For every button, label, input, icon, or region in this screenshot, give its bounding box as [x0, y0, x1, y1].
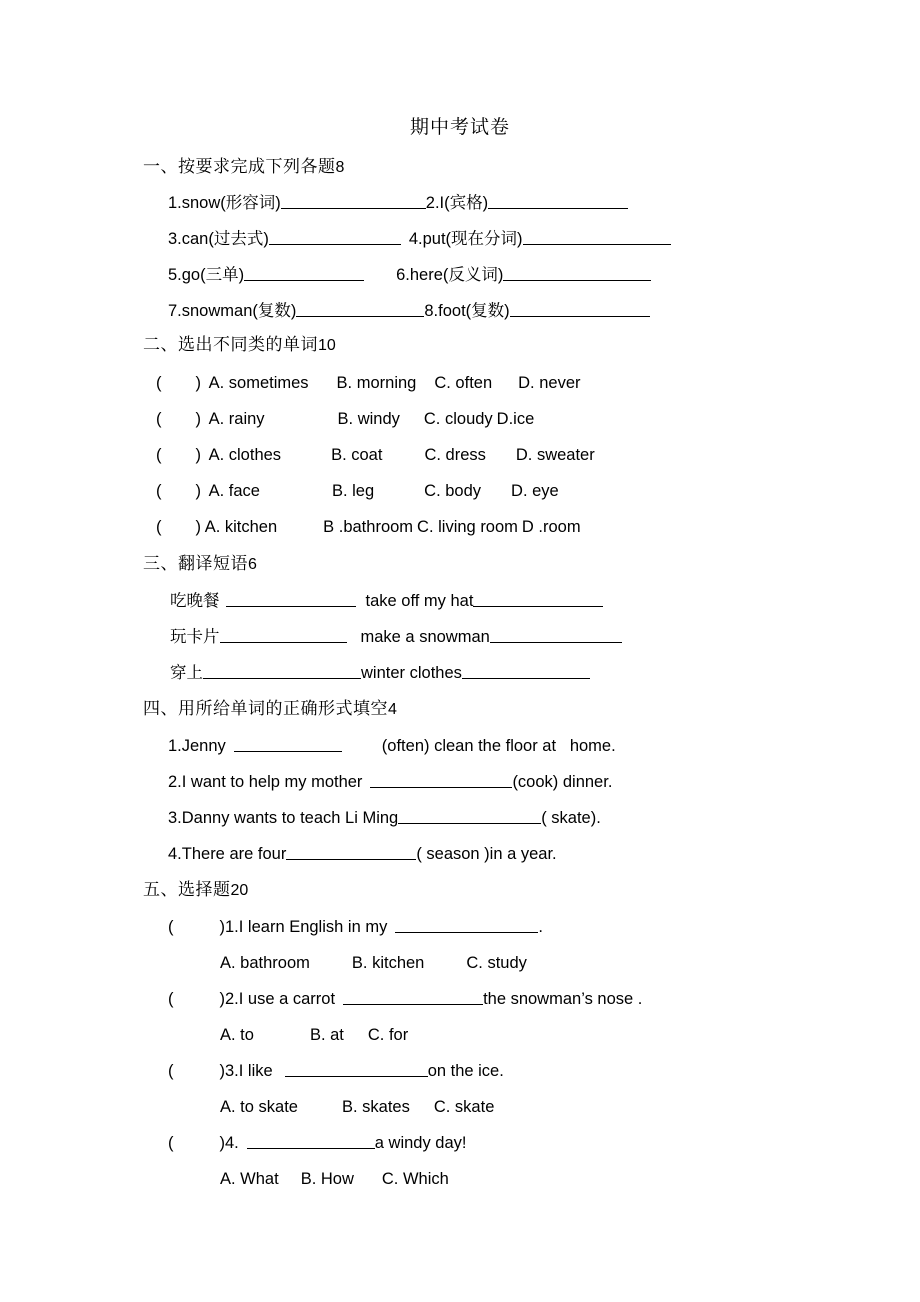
- q5-label: 5.go(三单): [168, 266, 245, 284]
- q6-blank[interactable]: [503, 266, 651, 281]
- answer-blank[interactable]: [247, 1134, 375, 1149]
- answer-blank[interactable]: [286, 845, 416, 860]
- section-5-item-2-stem: [168, 988, 642, 1010]
- stem-post: a windy day!: [374, 1134, 467, 1152]
- option-a[interactable]: A. bathroom: [220, 954, 310, 972]
- sentence-pre: 3.Danny wants to teach Li Ming: [168, 809, 399, 827]
- phrase-cn: 穿上: [170, 663, 203, 682]
- answer-bracket[interactable]: ( ): [168, 918, 225, 936]
- section-2-item-3: [156, 444, 595, 466]
- q3-blank[interactable]: [269, 230, 401, 245]
- answer-blank[interactable]: [370, 773, 512, 788]
- option-b[interactable]: B. leg: [331, 482, 375, 500]
- option-d[interactable]: D. sweater: [515, 446, 595, 464]
- section-2-item-2: [156, 408, 534, 430]
- section-4-item-2: [168, 771, 612, 793]
- section-1-row-1: [168, 192, 628, 214]
- section-4-points: 4: [388, 701, 397, 718]
- option-b[interactable]: B .bathroom: [323, 518, 414, 536]
- section-2-item-4: [156, 480, 559, 502]
- phrase-blank[interactable]: [462, 664, 590, 679]
- q4-blank[interactable]: [523, 230, 671, 245]
- section-3-heading-text: 三、翻译短语: [143, 554, 248, 573]
- section-5-item-1-options: [220, 952, 527, 974]
- q5-blank[interactable]: [244, 266, 364, 281]
- answer-blank[interactable]: [285, 1062, 428, 1077]
- section-4-item-1: [168, 735, 616, 757]
- option-c[interactable]: C. living room: [417, 518, 518, 536]
- section-5-item-2-options: [220, 1024, 408, 1046]
- phrase-blank[interactable]: [220, 628, 347, 643]
- q7-label: 7.snowman(复数): [168, 302, 297, 320]
- q2-label: 2.I(宾格): [425, 194, 489, 212]
- option-d[interactable]: D. eye: [511, 482, 559, 500]
- phrase-cn: 吃晚餐: [170, 591, 220, 610]
- option-b[interactable]: B. coat: [331, 446, 383, 464]
- option-c[interactable]: C. often: [434, 374, 493, 392]
- answer-blank[interactable]: [234, 737, 342, 752]
- q8-blank[interactable]: [510, 302, 650, 317]
- sentence-post: (cook) dinner.: [512, 773, 613, 791]
- phrase-blank[interactable]: [226, 592, 356, 607]
- stem-post: on the ice.: [427, 1062, 504, 1080]
- section-3-heading: [143, 552, 257, 577]
- option-b[interactable]: B. skates: [341, 1098, 410, 1116]
- answer-bracket[interactable]: ( ): [156, 446, 201, 464]
- q1-blank[interactable]: [281, 194, 426, 209]
- section-4-item-4: [168, 843, 557, 865]
- phrase-blank[interactable]: [203, 664, 361, 679]
- stem-pre: 4.: [225, 1134, 239, 1152]
- q2-blank[interactable]: [488, 194, 628, 209]
- option-d[interactable]: D .room: [521, 518, 581, 536]
- answer-bracket[interactable]: ( ): [156, 374, 201, 392]
- section-4-heading-text: 四、用所给单词的正确形式填空: [143, 699, 388, 718]
- section-1-heading: [143, 155, 344, 180]
- option-a[interactable]: A. face: [208, 482, 260, 500]
- sentence-pre: 4.There are four: [168, 845, 287, 863]
- section-1-row-2: [168, 228, 671, 250]
- q8-label: 8.foot(复数): [424, 302, 510, 320]
- answer-bracket[interactable]: ( ): [156, 518, 201, 536]
- option-b[interactable]: B. at: [309, 1026, 344, 1044]
- option-a[interactable]: A. to: [220, 1026, 254, 1044]
- sentence-pre: 2.I want to help my mother: [168, 773, 363, 791]
- q6-label: 6.here(反义词): [396, 266, 504, 284]
- answer-bracket[interactable]: ( ): [156, 482, 201, 500]
- q7-blank[interactable]: [296, 302, 424, 317]
- section-5-item-4-options: [220, 1168, 449, 1190]
- section-5-heading: [143, 878, 248, 903]
- option-c[interactable]: C. dress: [424, 446, 486, 464]
- stem-pre: 2.I use a carrot: [225, 990, 336, 1008]
- phrase-en: take off my hat: [365, 592, 474, 610]
- section-2-heading: [143, 333, 336, 358]
- option-b[interactable]: B. morning: [336, 374, 417, 392]
- section-1-row-4: [168, 300, 650, 322]
- phrase-blank[interactable]: [473, 592, 603, 607]
- stem-pre: 3.I like: [225, 1062, 273, 1080]
- answer-bracket[interactable]: ( ): [156, 410, 201, 428]
- section-3-item-1: [170, 590, 603, 612]
- section-5-item-3-options: [220, 1096, 494, 1118]
- answer-bracket[interactable]: ( ): [168, 990, 225, 1008]
- option-a[interactable]: A. rainy: [208, 410, 265, 428]
- section-1-points: 8: [335, 159, 345, 176]
- page-title: 期中考试卷: [409, 117, 510, 138]
- section-4-item-3: [168, 807, 601, 829]
- section-5-heading-text: 五、选择题: [143, 880, 231, 899]
- option-d[interactable]: D.ice: [496, 410, 535, 428]
- section-4-heading: [143, 697, 397, 722]
- answer-bracket[interactable]: ( ): [168, 1062, 225, 1080]
- option-a[interactable]: A. to skate: [220, 1098, 298, 1116]
- section-2-item-1: [156, 372, 581, 394]
- phrase-en: winter clothes: [361, 664, 462, 682]
- option-c[interactable]: C. body: [424, 482, 482, 500]
- option-b[interactable]: B. kitchen: [351, 954, 425, 972]
- option-c[interactable]: C. skate: [433, 1098, 495, 1116]
- section-5-item-3-stem: [168, 1060, 504, 1082]
- stem-post: the snowman’s nose .: [483, 990, 643, 1008]
- section-2-points: 10: [318, 337, 336, 354]
- option-c[interactable]: C. Which: [381, 1170, 449, 1188]
- phrase-blank[interactable]: [490, 628, 622, 643]
- section-3-points: 6: [248, 556, 257, 573]
- section-2-item-5: [156, 516, 581, 538]
- answer-blank[interactable]: [395, 918, 538, 933]
- option-c[interactable]: C. for: [367, 1026, 409, 1044]
- q3-label: 3.can(过去式): [168, 230, 269, 248]
- sentence-post: ( season )in a year.: [416, 845, 557, 863]
- section-5-points: 20: [230, 882, 249, 899]
- option-a[interactable]: A. sometimes: [208, 374, 309, 392]
- option-a[interactable]: A. kitchen: [204, 518, 278, 536]
- sentence-pre: 1.Jenny: [168, 737, 226, 755]
- phrase-cn: 玩卡片: [170, 627, 220, 646]
- sentence-post: (often) clean the floor at home.: [381, 737, 616, 755]
- section-3-item-2: [170, 626, 622, 648]
- phrase-en: make a snowman: [360, 628, 490, 646]
- section-1-heading-text: 一、按要求完成下列各题: [143, 157, 336, 176]
- q1-label: 1.snow(形容词): [168, 194, 281, 212]
- section-5-item-1-stem: [168, 916, 543, 938]
- option-b[interactable]: B. windy: [337, 410, 400, 428]
- option-a[interactable]: A. What: [220, 1170, 279, 1188]
- section-3-item-3: [170, 662, 590, 684]
- option-d[interactable]: D. never: [518, 374, 581, 392]
- stem-post: .: [538, 918, 543, 936]
- option-a[interactable]: A. clothes: [208, 446, 282, 464]
- option-c[interactable]: C. cloudy: [423, 410, 493, 428]
- sentence-post: ( skate).: [541, 809, 601, 827]
- section-2-heading-text: 二、选出不同类的单词: [143, 335, 318, 354]
- section-5-item-4-stem: [168, 1132, 466, 1154]
- option-c[interactable]: C. study: [466, 954, 527, 972]
- section-1-row-3: [168, 264, 651, 286]
- q4-label: 4.put(现在分词): [408, 230, 523, 248]
- answer-blank[interactable]: [343, 990, 483, 1005]
- stem-pre: 1.I learn English in my: [225, 918, 388, 936]
- answer-bracket[interactable]: ( ): [168, 1134, 225, 1152]
- answer-blank[interactable]: [398, 809, 541, 824]
- option-b[interactable]: B. How: [300, 1170, 354, 1188]
